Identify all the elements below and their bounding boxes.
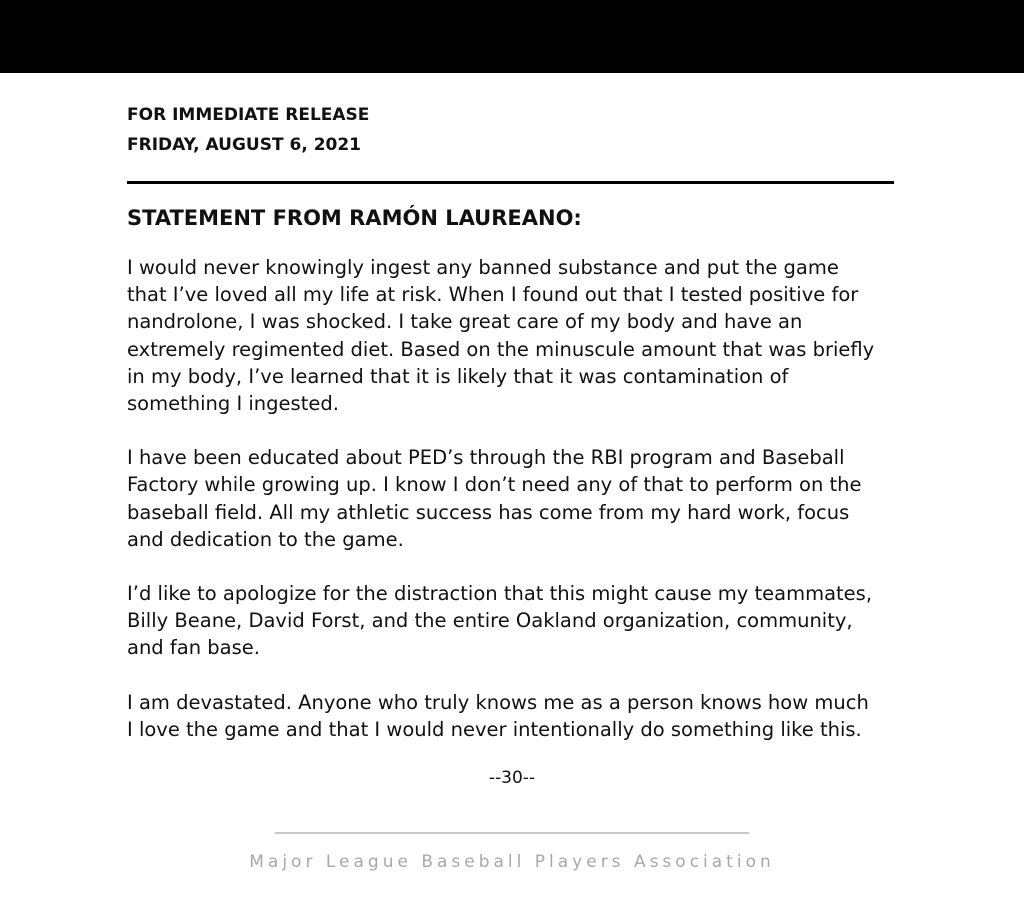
footer-divider: [275, 832, 749, 834]
release-date: FRIDAY, AUGUST 6, 2021: [127, 135, 362, 155]
end-mark: --30--: [488, 768, 536, 788]
statement-title: STATEMENT FROM RAMÓN LAUREANO:: [127, 206, 582, 230]
paragraph-2: I have been educated about PED’s through the RBI program and Baseball Factory while growing up. I know I don’t need any of that to perform on the baseball field. All my athletic success has come from my hard work, focus and dedication to the game.: [127, 446, 862, 551]
footer-organization: Major League Baseball Players Association: [249, 852, 775, 872]
paragraph-1: I would never knowingly ingest any banned substance and put the game that I’ve loved all my life at risk. When I found out that I tested positive for nandrolone, I was shocked. I take great care of my body and have an extremely regimented diet. Based on the minuscule amount that was briefly in my body, I’ve learned that it is likely that it was contamination of something I ingested.: [127, 256, 875, 416]
paragraph-4: I am devastated. Anyone who truly knows me as a person knows how much I love the game and that I would never intentionally do something like this.: [127, 690, 869, 741]
release-header: [127, 100, 369, 160]
top-black-bar: [0, 0, 1024, 73]
paragraph-3: I’d like to apologize for the distraction that this might cause my teammates, Billy Beane, David Forst, and the entire Oakland organization, community, and fan base.: [127, 582, 873, 660]
release-label: FOR IMMEDIATE RELEASE: [127, 105, 370, 125]
header-divider: [127, 181, 894, 184]
statement-body: [127, 254, 917, 770]
